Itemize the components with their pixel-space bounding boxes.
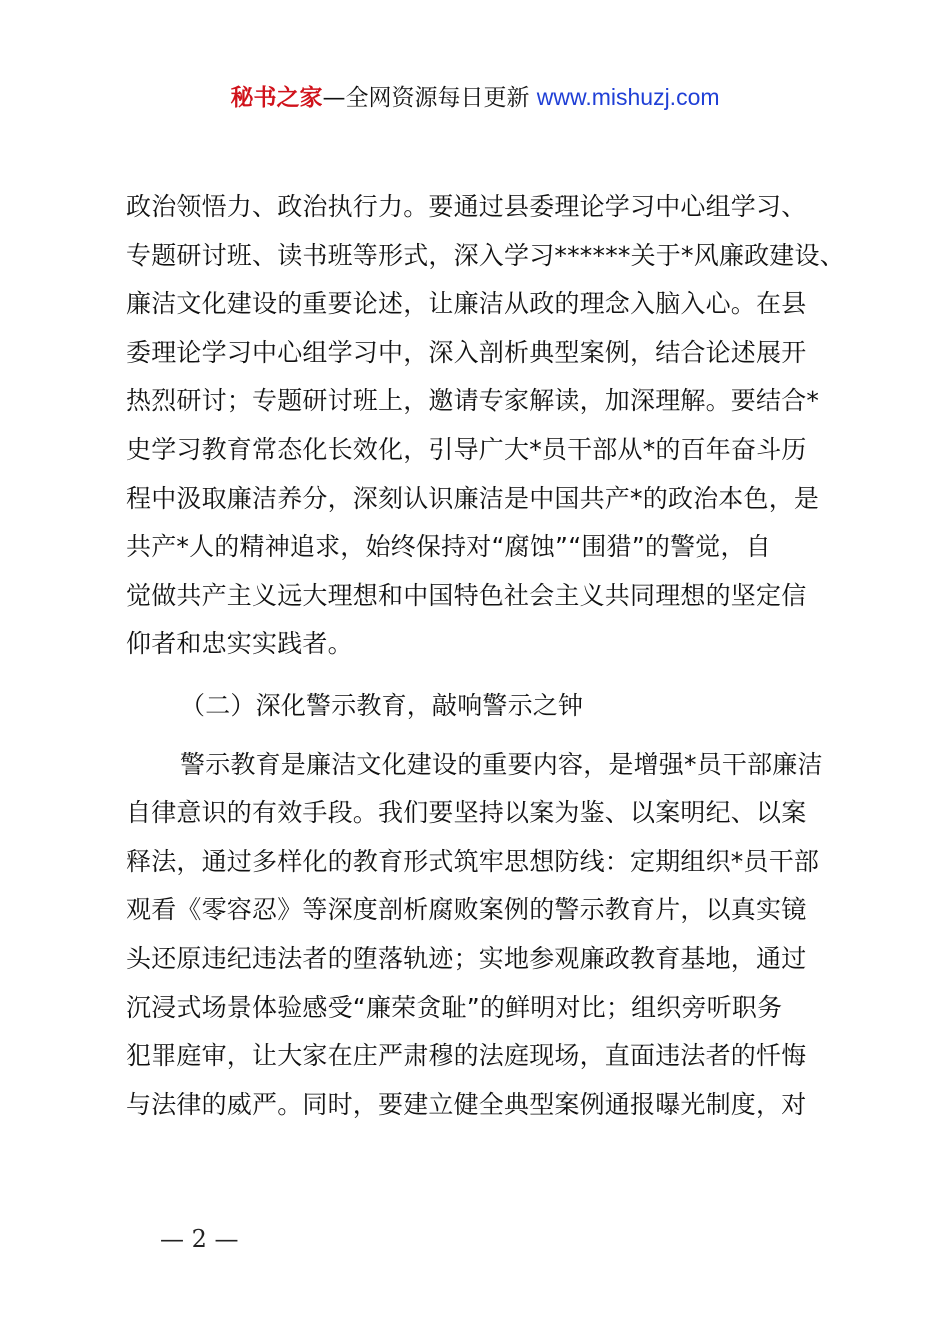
header-slogan: —全网资源每日更新 — [322, 85, 530, 111]
paragraph-1 — [126, 183, 845, 669]
page-header — [0, 80, 950, 115]
text-line: 沉浸式场景体验感受“廉荣贪耻”的鲜明对比；组织旁听职务 — [126, 992, 783, 1022]
text-line: 观看《零容忍》等深度剖析腐败案例的警示教育片，以真实镜 — [126, 895, 807, 925]
text-line: 共产*人的精神追求，始终保持对“腐蚀”“围猎”的警觉，自 — [126, 532, 771, 562]
document-body — [126, 183, 845, 1129]
page-number: — 2 — — [160, 1225, 239, 1253]
header-brand: 秘书之家 — [230, 85, 323, 111]
text-line: 史学习教育常态化长效化，引导广大*员干部从*的百年奋斗历 — [126, 434, 807, 464]
text-line: 仰者和忠实实践者。 — [126, 629, 353, 659]
text-line: 与法律的威严。同时，要建立健全典型案例通报曝光制度，对 — [126, 1089, 807, 1119]
text-line: 头还原违纪违法者的堕落轨迹；实地参观廉政教育基地，通过 — [126, 943, 807, 973]
text-line: 觉做共产主义远大理想和中国特色社会主义共同理想的坚定信 — [126, 580, 807, 610]
text-line: 专题研讨班、读书班等形式，深入学习******关于*风廉政建设、 — [126, 240, 845, 270]
paragraph-2 — [126, 741, 838, 1130]
header-url-link[interactable]: www.mishuzj.com — [536, 84, 720, 110]
text-line: 政治领悟力、政治执行力。要通过县委理论学习中心组学习、 — [126, 192, 807, 221]
text-line: 热烈研讨；专题研讨班上，邀请专家解读，加深理解。要结合* — [126, 386, 820, 416]
text-line: 犯罪庭审，让大家在庄严肃穆的法庭现场，直面违法者的忏悔 — [126, 1041, 807, 1071]
text-line: 自律意识的有效手段。我们要坚持以案为鉴、以案明纪、以案 — [126, 798, 807, 828]
text-line: 警示教育是廉洁文化建设的重要内容，是增强*员干部廉洁 — [180, 749, 823, 779]
text-line: 廉洁文化建设的重要论述，让廉洁从政的理念入脑入心。在县 — [126, 289, 807, 319]
text-line: 程中汲取廉洁养分，深刻认识廉洁是中国共产*的政治本色，是 — [126, 483, 820, 513]
section-heading: （二）深化警示教育，敲响警示之钟 — [180, 690, 584, 720]
text-line: 委理论学习中心组学习中，深入剖析典型案例，结合论述展开 — [126, 337, 807, 367]
text-line: 释法，通过多样化的教育形式筑牢思想防线：定期组织*员干部 — [126, 846, 820, 876]
